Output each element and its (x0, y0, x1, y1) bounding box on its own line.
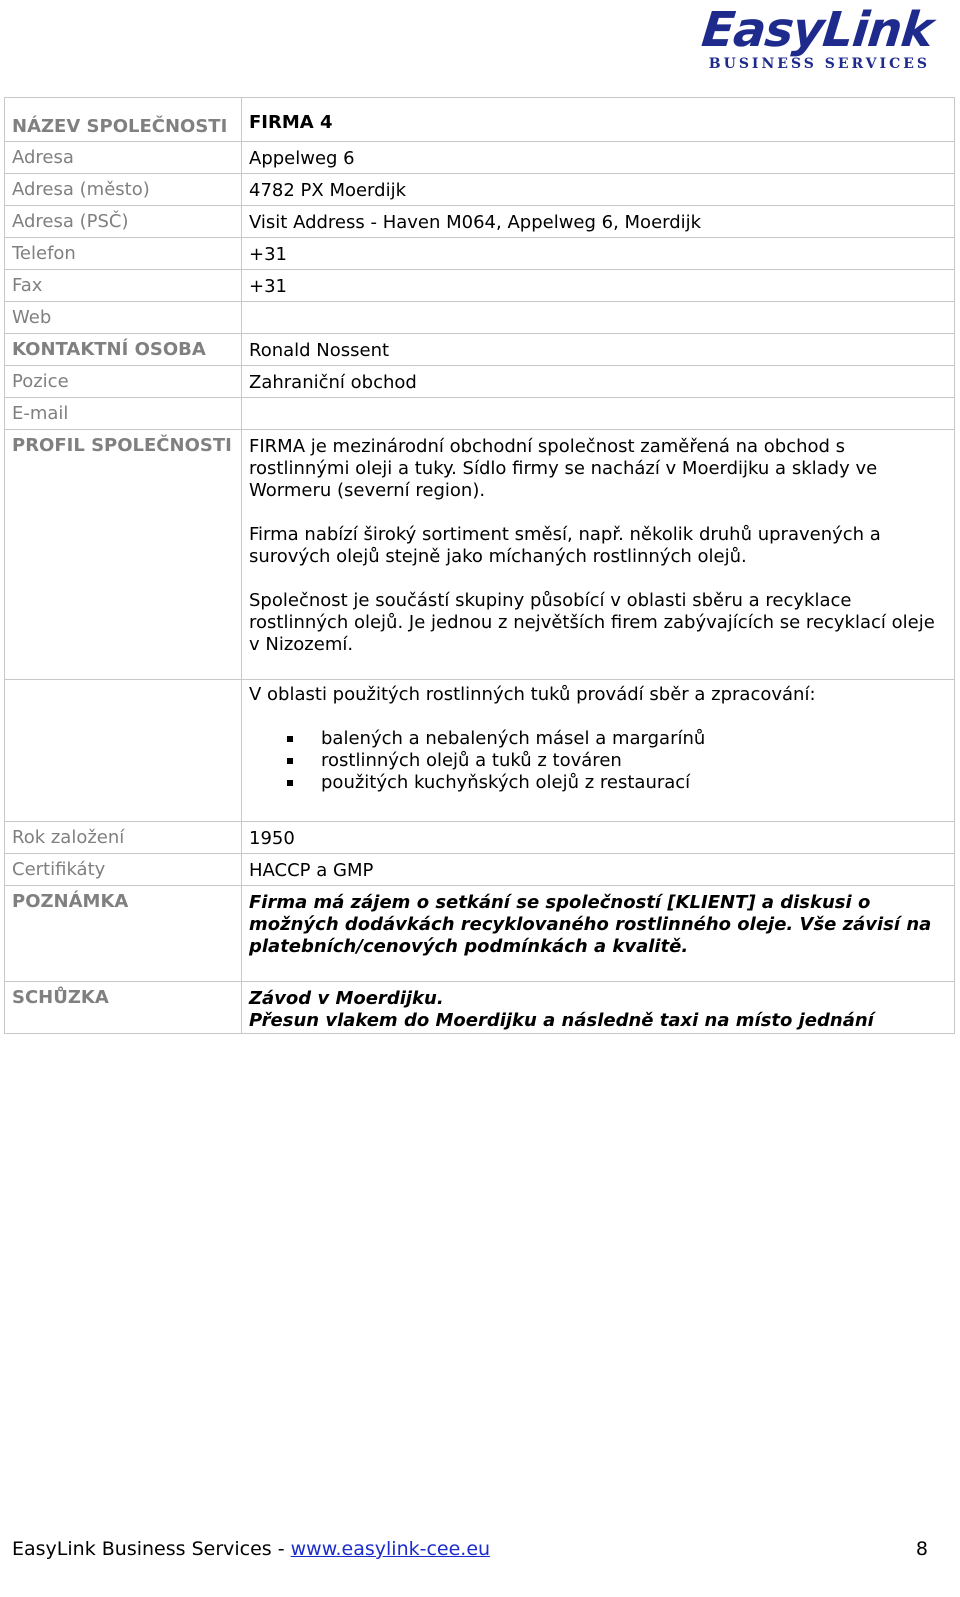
row-profile-continued (5, 680, 955, 822)
value-certs: HACCP a GMP (242, 854, 955, 886)
value-zip: Visit Address - Haven M064, Appelweg 6, Moerdijk (242, 206, 955, 238)
easylink-logo (698, 2, 935, 72)
row-phone (5, 238, 955, 270)
value-web (242, 302, 955, 334)
value-city: 4782 PX Moerdijk (242, 174, 955, 206)
label-profile-empty (5, 680, 242, 822)
list-item: použitých kuchyňských olejů z restaurací (287, 772, 947, 794)
value-position: Zahraniční obchod (242, 366, 955, 398)
label-phone: Telefon (5, 238, 242, 270)
label-position: Pozice (5, 366, 242, 398)
row-fax (5, 270, 955, 302)
list-item: balených a nebalených másel a margarínů (287, 728, 947, 750)
row-contact (5, 334, 955, 366)
value-profile (242, 430, 955, 680)
page-footer (12, 1538, 490, 1560)
row-position (5, 366, 955, 398)
meeting-line-1: Závod v Moerdijku. (249, 988, 444, 1009)
label-contact: KONTAKTNÍ OSOBA (5, 334, 242, 366)
row-email (5, 398, 955, 430)
label-meeting: SCHŮZKA (5, 982, 242, 1034)
value-company: FIRMA 4 (242, 98, 955, 142)
value-profile-continued (242, 680, 955, 822)
value-phone: +31 (242, 238, 955, 270)
label-certs: Certifikáty (5, 854, 242, 886)
row-founded (5, 822, 955, 854)
row-company (5, 98, 955, 142)
value-contact: Ronald Nossent (242, 334, 955, 366)
meeting-line-2: Přesun vlakem do Moerdijku a následně taxi na místo jednání (249, 1010, 874, 1031)
profile-paragraph-2: Firma nabízí široký sortiment směsí, např. několik druhů upravených a surových olejů stejně jako míchaných rostlinných olejů. (249, 524, 881, 567)
value-email (242, 398, 955, 430)
value-note: Firma má zájem o setkání se společností [KLIENT] a diskusi o možných dodávkách recyklovaného rostlinného oleje. Vše závisí na platebních/cenových podmínkách a kvalitě. (242, 886, 955, 982)
label-company: NÁZEV SPOLEČNOSTI (5, 98, 242, 142)
value-address: Appelweg 6 (242, 142, 955, 174)
row-profile (5, 430, 955, 680)
value-meeting (242, 982, 955, 1034)
label-city: Adresa (město) (5, 174, 242, 206)
profile-paragraph-1: FIRMA je mezinárodní obchodní společnost zaměřená na obchod s rostlinnými oleji a tuky. Sídlo firmy se nachází v Moerdijku a sklady ve Wormeru (severní region). (249, 436, 878, 501)
label-email: E-mail (5, 398, 242, 430)
value-fax: +31 (242, 270, 955, 302)
label-address: Adresa (5, 142, 242, 174)
logo-wordmark: EasyLink (698, 2, 935, 58)
row-meeting (5, 982, 955, 1034)
company-info-table (4, 97, 955, 1034)
label-zip: Adresa (PSČ) (5, 206, 242, 238)
row-certs (5, 854, 955, 886)
footer-website-link[interactable]: www.easylink-cee.eu (290, 1538, 491, 1560)
profile-paragraph-4: V oblasti použitých rostlinných tuků provádí sběr a zpracování: (249, 684, 816, 705)
row-zip (5, 206, 955, 238)
label-note: POZNÁMKA (5, 886, 242, 982)
profile-bullet-list (249, 728, 947, 794)
value-founded: 1950 (242, 822, 955, 854)
row-city (5, 174, 955, 206)
label-founded: Rok založení (5, 822, 242, 854)
logo-subtitle: BUSINESS SERVICES (708, 56, 930, 72)
footer-text: EasyLink Business Services - (12, 1538, 291, 1560)
label-profile: PROFIL SPOLEČNOSTI (5, 430, 242, 680)
label-web: Web (5, 302, 242, 334)
row-web (5, 302, 955, 334)
label-fax: Fax (5, 270, 242, 302)
row-address (5, 142, 955, 174)
page-number: 8 (915, 1538, 928, 1560)
list-item: rostlinných olejů a tuků z továren (287, 750, 947, 772)
profile-paragraph-3: Společnost je součástí skupiny působící v oblasti sběru a recyklace rostlinných olejů. Je jednou z největších firem zabývajících se recyklací oleje v Nizozemí. (249, 590, 935, 655)
row-note (5, 886, 955, 982)
